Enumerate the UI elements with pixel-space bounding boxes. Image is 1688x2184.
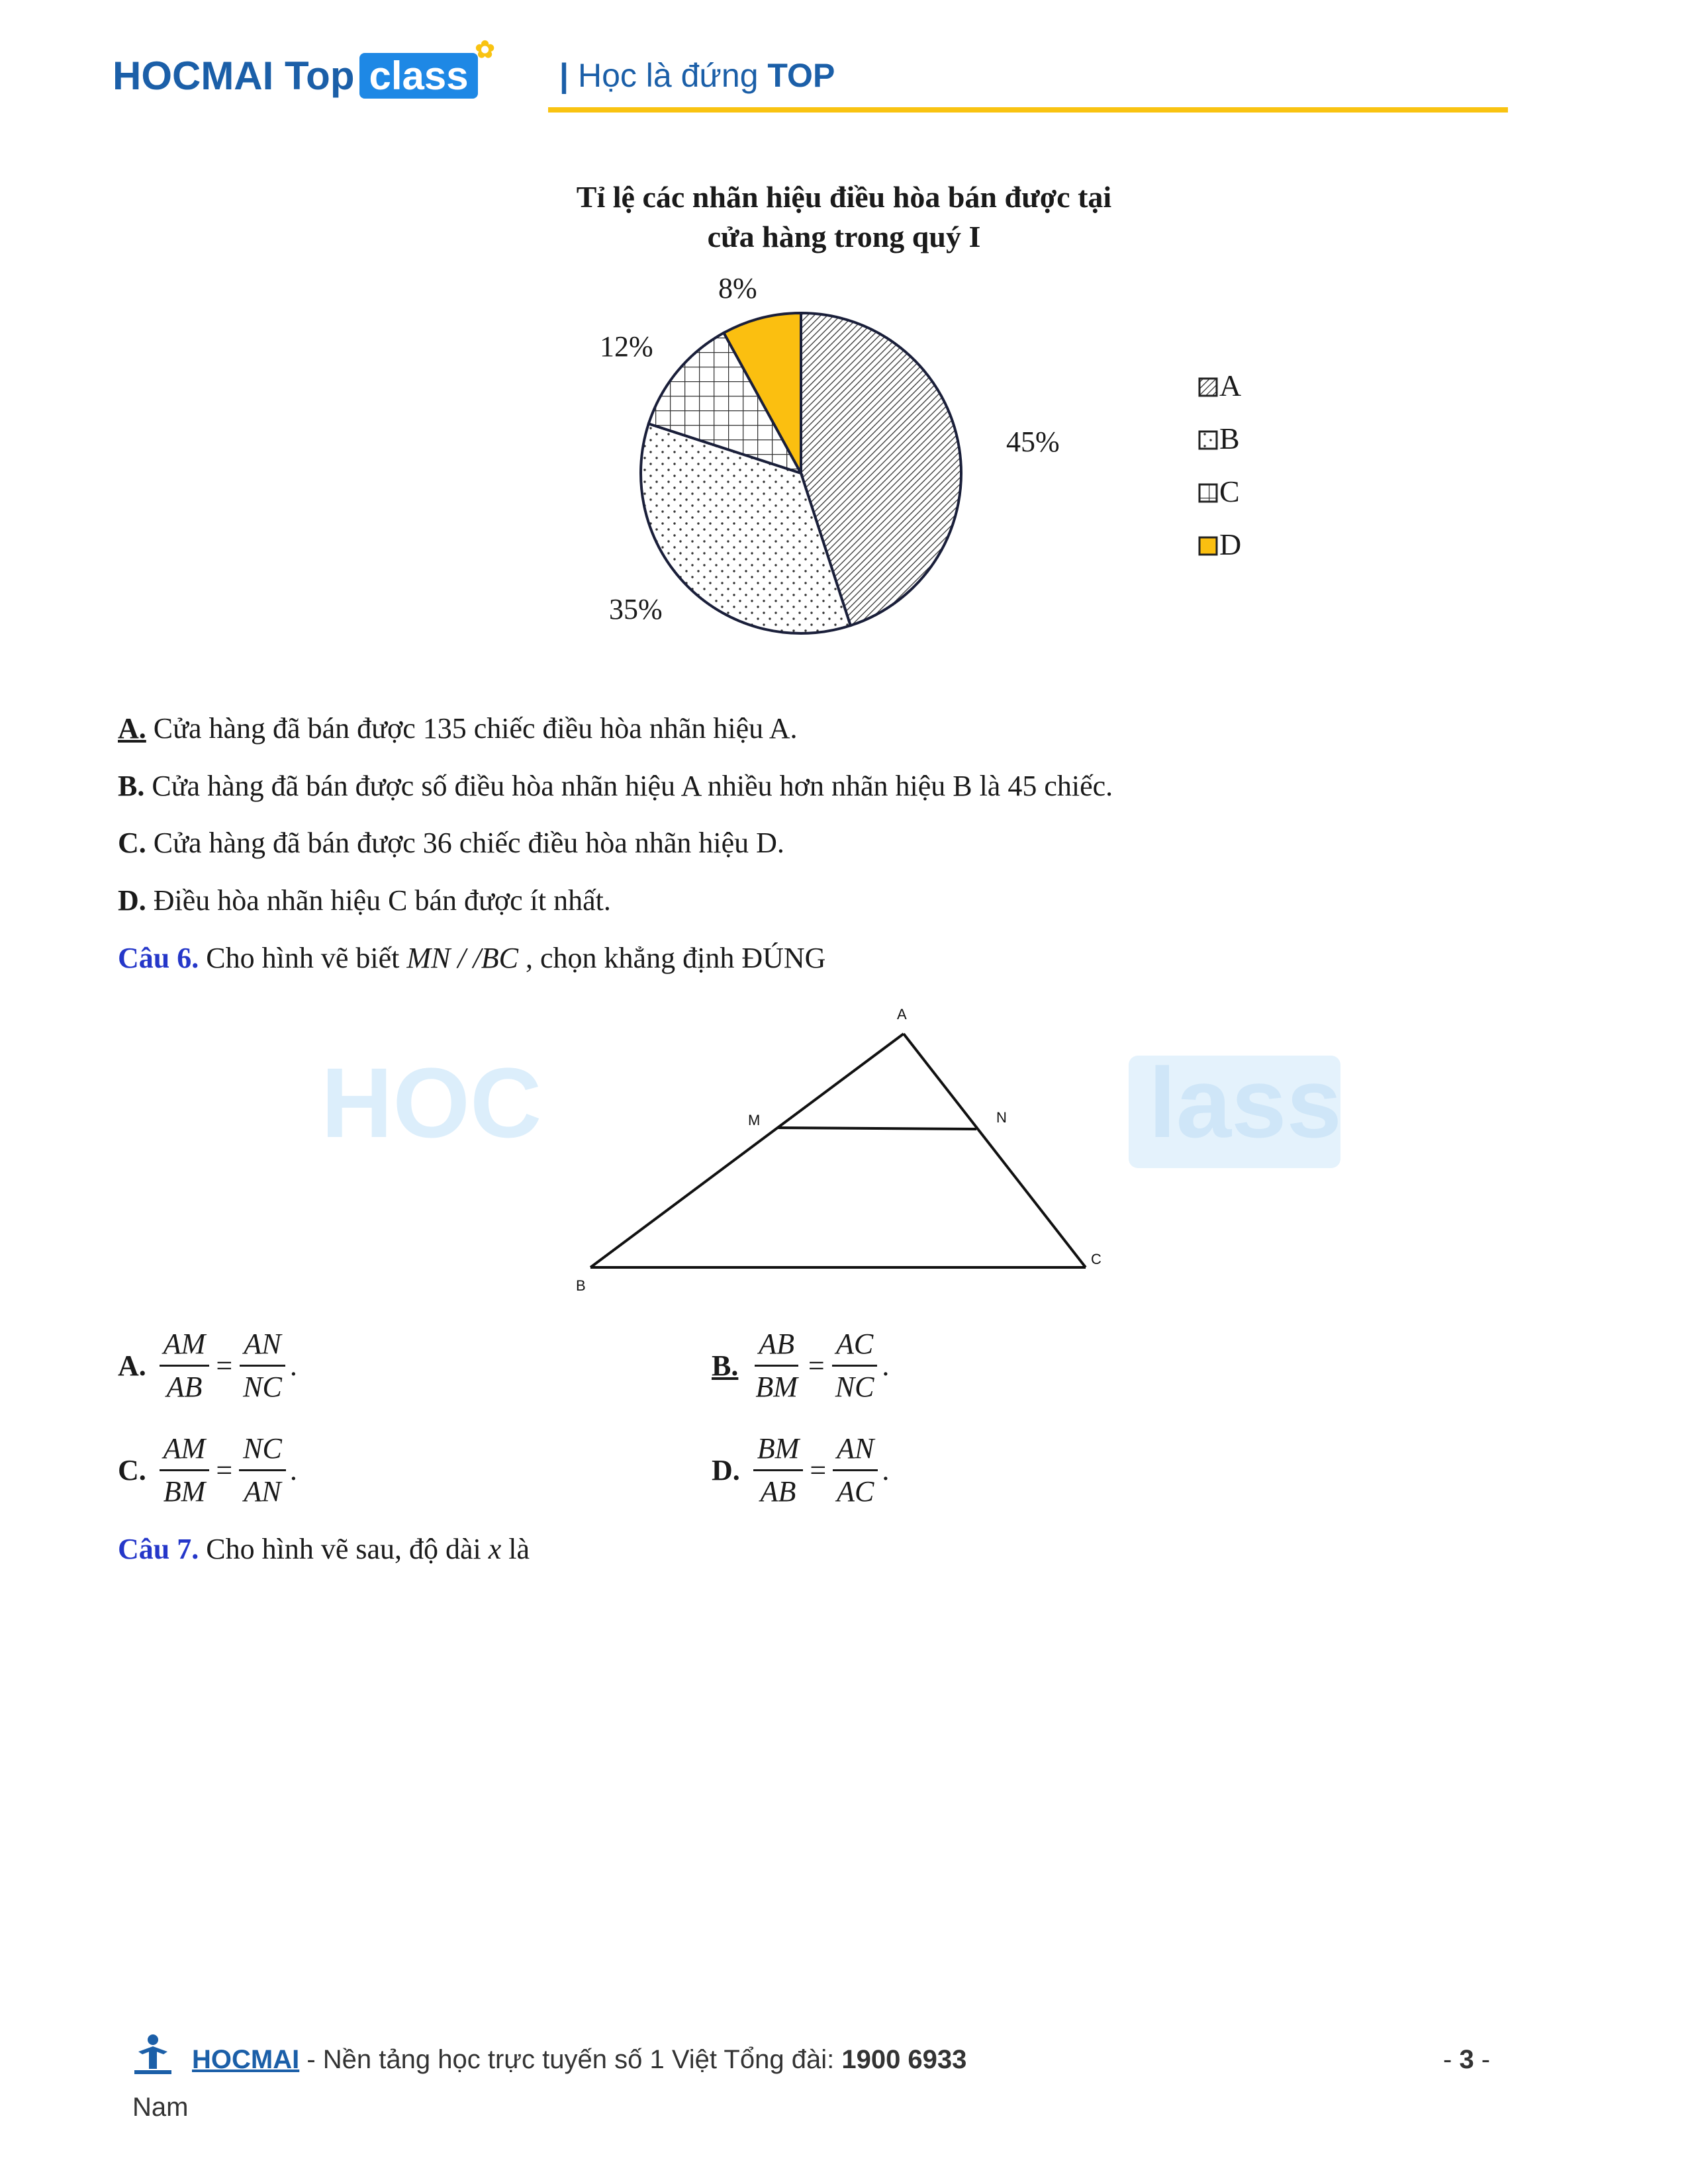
footer-brand-link[interactable]: HOCMAI — [192, 2045, 300, 2074]
option-b-label: B. — [712, 1349, 739, 1382]
pie-label-a: 45% — [1006, 426, 1060, 458]
logo-main: HOCMAI — [113, 54, 274, 98]
footer-description: - Nền tảng học trực tuyến số 1 Việt Tổng đài: — [299, 2045, 842, 2074]
option-c-frac2 — [239, 1428, 286, 1512]
option-a-label: A. — [118, 1349, 146, 1382]
tagline-bold: TOP — [767, 57, 835, 94]
option-a-frac1 — [160, 1324, 210, 1408]
answer-b — [118, 769, 1113, 803]
footer-line2: Nam — [132, 2093, 189, 2122]
question-7 — [118, 1532, 530, 1566]
chart-title — [463, 177, 1225, 257]
option-d-den2: AC — [837, 1475, 874, 1508]
question-6 — [118, 941, 825, 975]
option-d-den1: AB — [760, 1475, 796, 1508]
answer-d-label: D. — [118, 884, 146, 917]
answer-d — [118, 884, 611, 917]
option-a-eq: = — [216, 1349, 233, 1382]
option-d-frac2 — [833, 1428, 878, 1512]
question-7-math: x — [488, 1533, 502, 1565]
chart-title-line1: Tỉ lệ các nhãn hiệu điều hòa bán được tại — [576, 180, 1112, 214]
option-d-frac1 — [753, 1428, 804, 1512]
option-d-num2: AN — [833, 1428, 878, 1471]
pie-chart — [583, 265, 1311, 662]
page-suffix: - — [1474, 2045, 1491, 2074]
triangle-figure — [563, 993, 1119, 1297]
point-c-label: C — [1091, 1251, 1102, 1267]
option-d-dot: . — [882, 1454, 890, 1486]
option-c-frac1 — [160, 1428, 210, 1512]
page-number-value: 3 — [1459, 2045, 1474, 2074]
option-c-num2: NC — [239, 1428, 286, 1471]
legend-swatch-c — [1199, 484, 1217, 502]
pie-label-c: 12% — [600, 330, 653, 363]
logo-class: class — [369, 54, 469, 98]
header-underline — [548, 107, 1508, 113]
answer-a-text: Cửa hàng đã bán được 135 chiếc điều hòa nhãn hiệu A. — [146, 712, 798, 745]
option-b-num2: AC — [832, 1324, 877, 1367]
watermark-right-badge — [1129, 1047, 1342, 1168]
question-6-text-after: , chọn khẳng định ĐÚNG — [518, 942, 826, 974]
option-c-dot: . — [289, 1454, 297, 1486]
legend-label-b: B — [1219, 422, 1240, 455]
option-c-den2: AN — [244, 1475, 281, 1508]
footer-text — [192, 2045, 966, 2075]
option-d-label: D. — [712, 1454, 740, 1486]
option-a-den2: NC — [243, 1371, 282, 1403]
page-prefix: - — [1443, 2045, 1460, 2074]
option-a-dot: . — [289, 1349, 297, 1382]
footer-hotline: 1900 6933 — [841, 2045, 967, 2074]
chart-title-line2: cửa hàng trong quý I — [707, 220, 981, 253]
legend-label-c: C — [1219, 475, 1240, 508]
legend-label-d: D — [1219, 527, 1242, 561]
option-a-frac2 — [239, 1324, 286, 1408]
option-b-num1: AB — [755, 1324, 798, 1367]
point-a-label: A — [897, 1006, 907, 1023]
question-7-text-after: là — [501, 1533, 530, 1565]
answer-d-text: Điều hòa nhãn hiệu C bán được ít nhất. — [146, 884, 611, 917]
option-c-eq: = — [216, 1454, 233, 1486]
option-a-den1: AB — [166, 1371, 203, 1403]
logo-class-badge — [359, 36, 495, 99]
option-b — [712, 1324, 889, 1408]
legend-swatch-d — [1199, 537, 1217, 555]
answer-c-label: C. — [118, 827, 146, 859]
point-b-label: B — [576, 1277, 586, 1294]
header-tagline — [559, 56, 835, 95]
question-6-math: MN / /BC — [406, 942, 519, 974]
logo-top: Top — [284, 54, 355, 98]
tagline-divider: | — [559, 57, 569, 94]
answer-c — [118, 826, 784, 860]
answer-b-text: Cửa hàng đã bán được số điều hòa nhãn hiệu A nhiều hơn nhãn hiệu B là 45 chiếc. — [144, 770, 1113, 802]
legend-label-a: A — [1219, 369, 1242, 402]
option-b-dot: . — [882, 1349, 890, 1382]
option-c-num1: AM — [160, 1428, 210, 1471]
answer-b-label: B. — [118, 770, 145, 802]
option-d — [712, 1428, 889, 1512]
pie-label-d: 8% — [718, 272, 757, 304]
option-c — [118, 1428, 297, 1512]
question-7-text-before: Cho hình vẽ sau, độ dài — [199, 1533, 489, 1565]
option-c-den1: BM — [163, 1475, 206, 1508]
option-a — [118, 1324, 297, 1408]
question-6-label: Câu 6. — [118, 942, 199, 974]
answer-a — [118, 711, 797, 745]
answer-a-label: A. — [118, 712, 146, 745]
answer-c-text: Cửa hàng đã bán được 36 chiếc điều hòa nhãn hiệu D. — [146, 827, 784, 859]
question-6-text-before: Cho hình vẽ biết — [199, 942, 407, 974]
watermark-left: HOC — [321, 1047, 542, 1158]
point-n-label: N — [996, 1109, 1007, 1126]
question-7-label: Câu 7. — [118, 1533, 199, 1565]
option-b-frac1 — [751, 1324, 802, 1408]
option-d-num1: BM — [753, 1428, 804, 1471]
hocmai-footer-logo-icon — [129, 2032, 177, 2078]
pie-label-b: 35% — [609, 593, 663, 625]
option-b-den2: NC — [835, 1371, 874, 1403]
page-number — [1443, 2045, 1490, 2075]
point-m-label: M — [748, 1112, 761, 1128]
option-b-den1: BM — [755, 1371, 798, 1403]
option-d-eq: = — [810, 1454, 827, 1486]
option-b-eq: = — [808, 1349, 825, 1382]
hocmai-topclass-logo — [113, 36, 495, 99]
option-a-num1: AM — [160, 1324, 210, 1367]
option-a-num2: AN — [240, 1324, 285, 1367]
gear-star-icon: ✿ — [475, 36, 495, 63]
legend-swatch-b — [1199, 432, 1217, 449]
legend-swatch-a — [1199, 379, 1217, 396]
option-b-frac2 — [831, 1324, 878, 1408]
watermark-right: lass — [1149, 1047, 1342, 1158]
option-c-label: C. — [118, 1454, 146, 1486]
tagline-prefix: Học là đứng — [578, 57, 759, 94]
